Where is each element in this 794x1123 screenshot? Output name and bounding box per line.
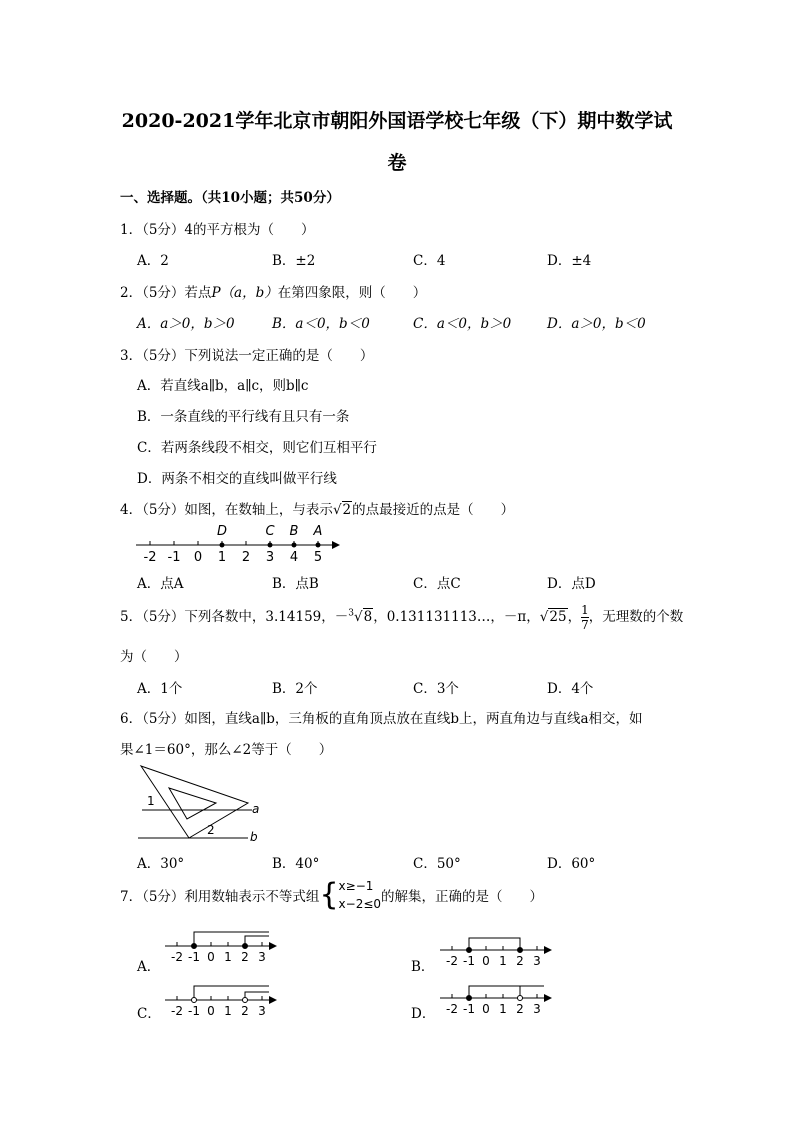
q7-tick-label: -2 [171,1004,183,1018]
q4-tick-label: 2 [241,550,251,565]
q6-option-c: C．50° [413,856,461,872]
q4-tick-label: 1 [217,550,227,565]
q7-tick-label: -1 [188,950,200,964]
q7-endpoint [467,948,472,953]
q6-stem-line2: 果∠1＝60°，那么∠2等于（ ） [120,742,333,758]
q4-point-label: A [313,524,323,539]
q5-stem-line2: 为（ ） [120,649,188,665]
q7-option-c-label: C． [137,1006,161,1022]
q7-endpoint [192,944,197,949]
q5-option-a: A．1个 [137,681,183,697]
q7-tick-label: 3 [258,1004,266,1018]
q7-endpoint [243,944,248,949]
q5-option-b: B．2个 [272,681,318,697]
q4-number-line [136,522,342,566]
q6-option-d: D．60° [547,856,596,872]
q4-point-label: C [265,524,275,539]
q1-option-b: B．±2 [272,253,316,269]
q7-tick-label: -2 [446,1002,458,1016]
q7-solution-bracket [245,992,269,1000]
q7-tick-label: -1 [188,1004,200,1018]
q5-stem: 5．（5分）下列各数中，3.14159，－$^3$√8，0.131131113…，－π，√25， $\frac{1}{7}$ ，无理数的个数 [120,603,684,632]
q7-solution-bracket [245,936,269,946]
q6-line-a-label: a [252,802,260,816]
q6-angle-2-label: 2 [207,823,215,837]
page-title-line1: 2020-2021学年北京市朝阳外国语学校七年级（下）期中数学试 [121,110,673,132]
q7-option-d-number-line [440,978,555,1016]
q4-option-d: D．点D [547,576,596,592]
q7-tick-label: 2 [516,954,524,968]
q7-tick-label: -2 [446,954,458,968]
q4-point-label: D [216,524,228,539]
q4-option-a: A．点A [137,576,184,592]
q7-tick-label: -1 [463,1002,475,1016]
q4-option-b: B．点B [272,576,319,592]
q3-option-c: C．若两条线段不相交，则它们互相平行 [137,440,377,456]
q7-tick-label: 1 [499,954,507,968]
q1-option-c: C．4 [413,253,446,269]
q3-option-b: B．一条直线的平行线有且只有一条 [137,409,350,425]
q4-tick-label: -1 [167,550,181,565]
q4-tick-label: -2 [143,550,157,565]
q4-tick-label: 3 [265,550,275,565]
q7-tick-label: -1 [463,954,475,968]
q7-solution-bracket [194,932,269,946]
q3-option-a: A．若直线a∥b，a∥c，则b∥c [137,378,309,394]
q7-tick-label: 0 [207,950,215,964]
q2-option-d: D．a＞0，b＜0 [547,316,646,332]
q7-tick-label: 1 [499,1002,507,1016]
q7-option-c-number-line [165,980,280,1018]
q5-option-d: D．4个 [547,681,594,697]
q7-solution-bracket [469,986,544,998]
q7-endpoint [467,996,472,1001]
q4-point-c [268,543,273,548]
q4-stem: 4．（5分）如图，在数轴上，与表示√2的点最接近的点是（ ） [120,502,515,518]
q1-stem: 1．（5分）4的平方根为（ ） [120,222,315,238]
q6-stem-line1: 6．（5分）如图，直线a∥b，三角板的直角顶点放在直线b上，两直角边与直线a相交，如 [120,711,643,727]
q4-point-d [220,543,225,548]
q7-endpoint [243,998,248,1003]
q7-solution-bracket [520,986,544,998]
q4-tick-label: 4 [289,550,299,565]
q2-stem: 2．（5分）若点P（a，b）在第四象限，则（ ） [120,285,427,301]
q4-point-label: B [289,524,299,539]
q7-endpoint [192,998,197,1003]
q7-solution-bracket [194,986,269,1000]
q6-option-a: A．30° [137,856,185,872]
q4-option-c: C．点C [413,576,461,592]
q7-endpoint [518,996,523,1001]
q5-option-c: C．3个 [413,681,459,697]
q7-tick-label: 3 [258,950,266,964]
q7-option-b-label: B． [411,959,435,975]
q7-tick-label: 2 [241,950,249,964]
q7-stem: 7．（5分）利用数轴表示不等式组{ x≥−1 x−2≤0 的解集，正确的是（ ） [120,877,544,913]
q7-tick-label: 2 [241,1004,249,1018]
q7-option-b-number-line [440,930,555,968]
q2-option-c: C．a＜0，b＞0 [413,316,512,332]
q7-option-a-number-line [165,926,280,964]
q7-tick-label: 3 [533,1002,541,1016]
q7-tick-label: 2 [516,1002,524,1016]
q7-endpoint [518,948,523,953]
q7-option-a-label: A． [137,959,161,975]
q7-tick-label: 0 [482,1002,490,1016]
q6-line-b-label: b [250,830,258,844]
q7-tick-label: 0 [482,954,490,968]
section-heading: 一、选择题。（共10小题；共50分） [120,190,340,206]
page-title-line2: 卷 [387,152,407,174]
q4-point-b [292,543,297,548]
q7-option-d-label: D． [411,1006,436,1022]
q1-option-a: A．2 [137,253,169,269]
q3-stem: 3．（5分）下列说法一定正确的是（ ） [120,348,374,364]
q2-option-b: B．a＜0，b＜0 [272,316,370,332]
q4-tick-label: 0 [193,550,203,565]
q4-point-a [316,543,321,548]
q7-tick-label: -2 [171,950,183,964]
q1-option-d: D．±4 [547,253,592,269]
q6-angle-1-label: 1 [147,794,155,808]
q3-option-d: D．两条不相交的直线叫做平行线 [137,471,337,487]
q7-tick-label: 0 [207,1004,215,1018]
q2-option-a: A．a＞0，b＞0 [137,316,235,332]
q7-tick-label: 1 [224,1004,232,1018]
q6-triangle-figure [134,762,274,844]
q4-tick-label: 5 [313,550,323,565]
q6-option-b: B．40° [272,856,320,872]
q7-tick-label: 1 [224,950,232,964]
q7-solution-bracket [469,938,520,950]
q7-tick-label: 3 [533,954,541,968]
